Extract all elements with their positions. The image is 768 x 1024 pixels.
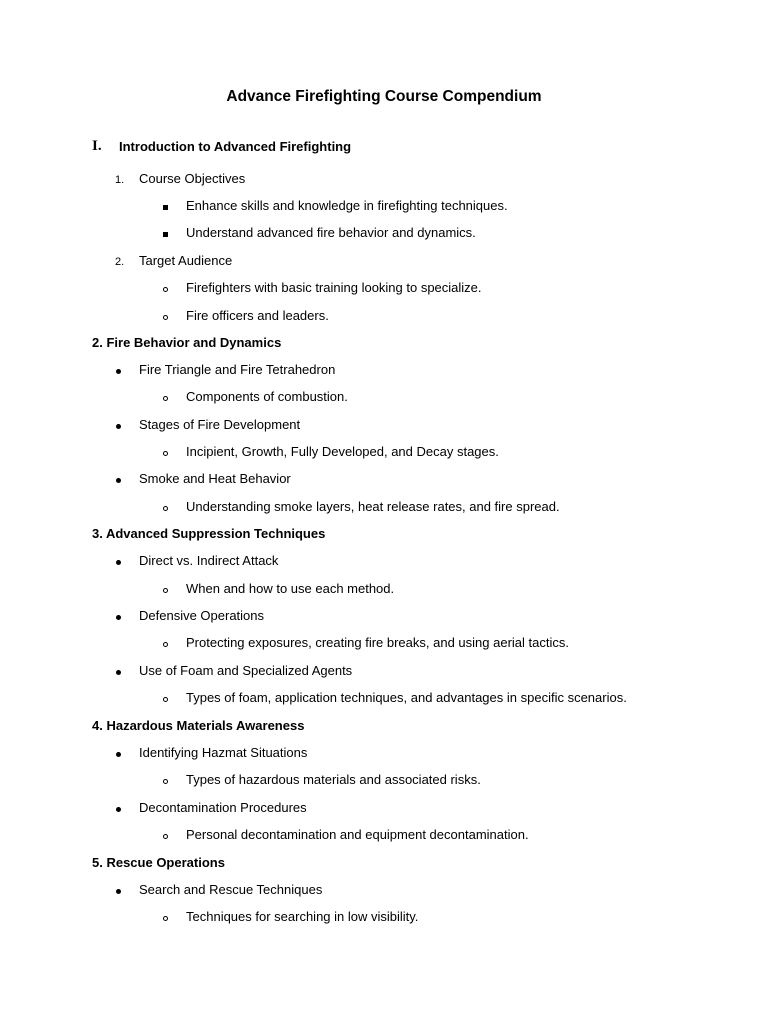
list-item: Search and Rescue Techniques xyxy=(139,882,323,897)
list-subitem: Enhance skills and knowledge in firefighting techniques. xyxy=(186,198,508,213)
dot-bullet-icon xyxy=(116,470,121,488)
list-item: Decontamination Procedures xyxy=(139,800,307,815)
list-subitem: Firefighters with basic training looking to specialize. xyxy=(186,280,482,295)
circle-bullet-icon xyxy=(163,307,168,325)
dot-bullet-icon xyxy=(116,416,121,434)
list-item: Target Audience xyxy=(139,253,233,268)
circle-bullet-icon xyxy=(163,634,168,652)
circle-bullet-icon xyxy=(163,443,168,461)
list-item: Fire Triangle and Fire Tetrahedron xyxy=(139,362,336,377)
list-item: Course Objectives xyxy=(139,171,246,186)
dot-bullet-icon xyxy=(116,607,121,625)
section-heading: 2. Fire Behavior and Dynamics xyxy=(92,335,282,350)
dot-bullet-icon xyxy=(116,799,121,817)
list-item: Smoke and Heat Behavior xyxy=(139,471,291,486)
section-heading: 4. Hazardous Materials Awareness xyxy=(92,718,305,733)
list-subitem: Personal decontamination and equipment decontamination. xyxy=(186,827,529,842)
section-marker: I. xyxy=(92,138,102,154)
dot-bullet-icon xyxy=(116,662,121,680)
list-subitem: Techniques for searching in low visibility. xyxy=(186,909,419,924)
circle-bullet-icon xyxy=(163,689,168,707)
square-bullet-icon xyxy=(163,197,168,215)
circle-bullet-icon xyxy=(163,908,168,926)
list-subitem: Types of hazardous materials and associated risks. xyxy=(186,772,481,787)
list-subitem: Understanding smoke layers, heat release rates, and fire spread. xyxy=(186,499,560,514)
list-subitem: Types of foam, application techniques, and advantages in specific scenarios. xyxy=(186,690,627,705)
section-heading: 5. Rescue Operations xyxy=(92,855,225,870)
square-bullet-icon xyxy=(163,224,168,242)
dot-bullet-icon xyxy=(116,881,121,899)
list-item: Identifying Hazmat Situations xyxy=(139,745,308,760)
list-subitem: Understand advanced fire behavior and dynamics. xyxy=(186,225,476,240)
list-item: Direct vs. Indirect Attack xyxy=(139,553,279,568)
circle-bullet-icon xyxy=(163,388,168,406)
dot-bullet-icon xyxy=(116,361,121,379)
list-item: Defensive Operations xyxy=(139,608,265,623)
dot-bullet-icon xyxy=(116,744,121,762)
list-subitem: Incipient, Growth, Fully Developed, and Decay stages. xyxy=(186,444,499,459)
list-item: Use of Foam and Specialized Agents xyxy=(139,663,353,678)
list-subitem: Fire officers and leaders. xyxy=(186,308,329,323)
section-heading: 3. Advanced Suppression Techniques xyxy=(92,526,326,541)
document-title: Advance Firefighting Course Compendium xyxy=(226,88,542,105)
list-number: 1. xyxy=(115,174,125,186)
list-item: Stages of Fire Development xyxy=(139,417,301,432)
list-number: 2. xyxy=(115,256,125,268)
circle-bullet-icon xyxy=(163,826,168,844)
circle-bullet-icon xyxy=(163,580,168,598)
circle-bullet-icon xyxy=(163,771,168,789)
list-subitem: Components of combustion. xyxy=(186,389,348,404)
list-subitem: When and how to use each method. xyxy=(186,581,395,596)
dot-bullet-icon xyxy=(116,552,121,570)
section-heading: Introduction to Advanced Firefighting xyxy=(119,139,352,154)
circle-bullet-icon xyxy=(163,498,168,516)
circle-bullet-icon xyxy=(163,279,168,297)
list-subitem: Protecting exposures, creating fire breaks, and using aerial tactics. xyxy=(186,635,569,650)
